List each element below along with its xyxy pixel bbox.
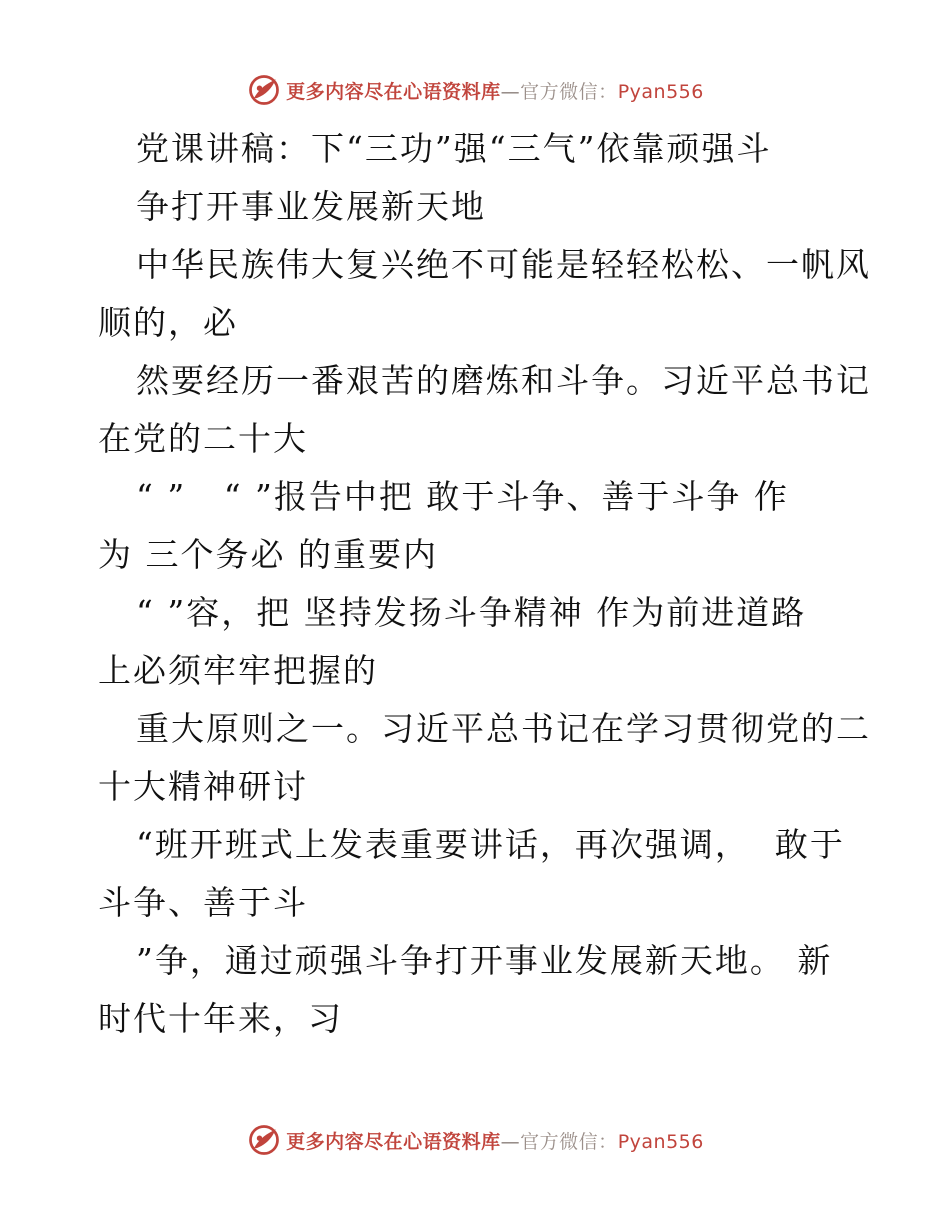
paragraph-line: 在党的二十大 bbox=[98, 419, 308, 458]
paragraph-line: 斗争、善于斗 bbox=[98, 883, 308, 922]
paragraph-line: “ ” “ ”报告中把 敢于斗争、善于斗争 作 bbox=[136, 477, 789, 516]
paragraph-line: 顺的，必 bbox=[98, 303, 238, 342]
paragraph-line: 上必须牢牢把握的 bbox=[98, 651, 378, 690]
footer-banner bbox=[0, 1120, 950, 1160]
paragraph-line: “ ”容，把 坚持发扬斗争精神 作为前进道路 bbox=[136, 593, 807, 632]
banner-separator: — bbox=[500, 80, 521, 103]
title-line: 党课讲稿：下“三功”强“三气”依靠顽强斗 bbox=[136, 129, 772, 168]
banner-text bbox=[286, 77, 704, 104]
paragraph-line: 十大精神研讨 bbox=[98, 767, 308, 806]
paragraph-line: ”争，通过顽强斗争打开事业发展新天地。 新 bbox=[136, 941, 833, 980]
banner-separator: — bbox=[500, 1130, 521, 1153]
paragraph-line: 中华民族伟大复兴绝不可能是轻轻松松、一帆风 bbox=[136, 245, 871, 284]
banner-wechat-id: Pyan556 bbox=[617, 80, 704, 103]
header-banner bbox=[0, 70, 950, 110]
leaf-swirl-logo-icon bbox=[246, 1122, 282, 1158]
banner-site-text: 更多内容尽在心语资料库 bbox=[286, 1130, 501, 1153]
banner-text bbox=[286, 1127, 704, 1154]
banner-wechat-id: Pyan556 bbox=[617, 1130, 704, 1153]
paragraph-line: 时代十年来，习 bbox=[98, 999, 343, 1038]
title-line: 争打开事业发展新天地 bbox=[136, 187, 486, 226]
leaf-swirl-logo-icon bbox=[246, 72, 282, 108]
banner-site-text: 更多内容尽在心语资料库 bbox=[286, 80, 501, 103]
banner-wechat-label: 官方微信： bbox=[520, 80, 618, 103]
banner-wechat-label: 官方微信： bbox=[520, 1130, 618, 1153]
paragraph-line: 然要经历一番艰苦的磨炼和斗争。习近平总书记 bbox=[136, 361, 871, 400]
paragraph-line: 为 三个务必 的重要内 bbox=[98, 535, 438, 574]
paragraph-line: 重大原则之一。习近平总书记在学习贯彻党的二 bbox=[136, 709, 871, 748]
paragraph-line: “班开班式上发表重要讲话，再次强调， 敢于 bbox=[136, 825, 845, 864]
document-body bbox=[98, 120, 871, 1048]
